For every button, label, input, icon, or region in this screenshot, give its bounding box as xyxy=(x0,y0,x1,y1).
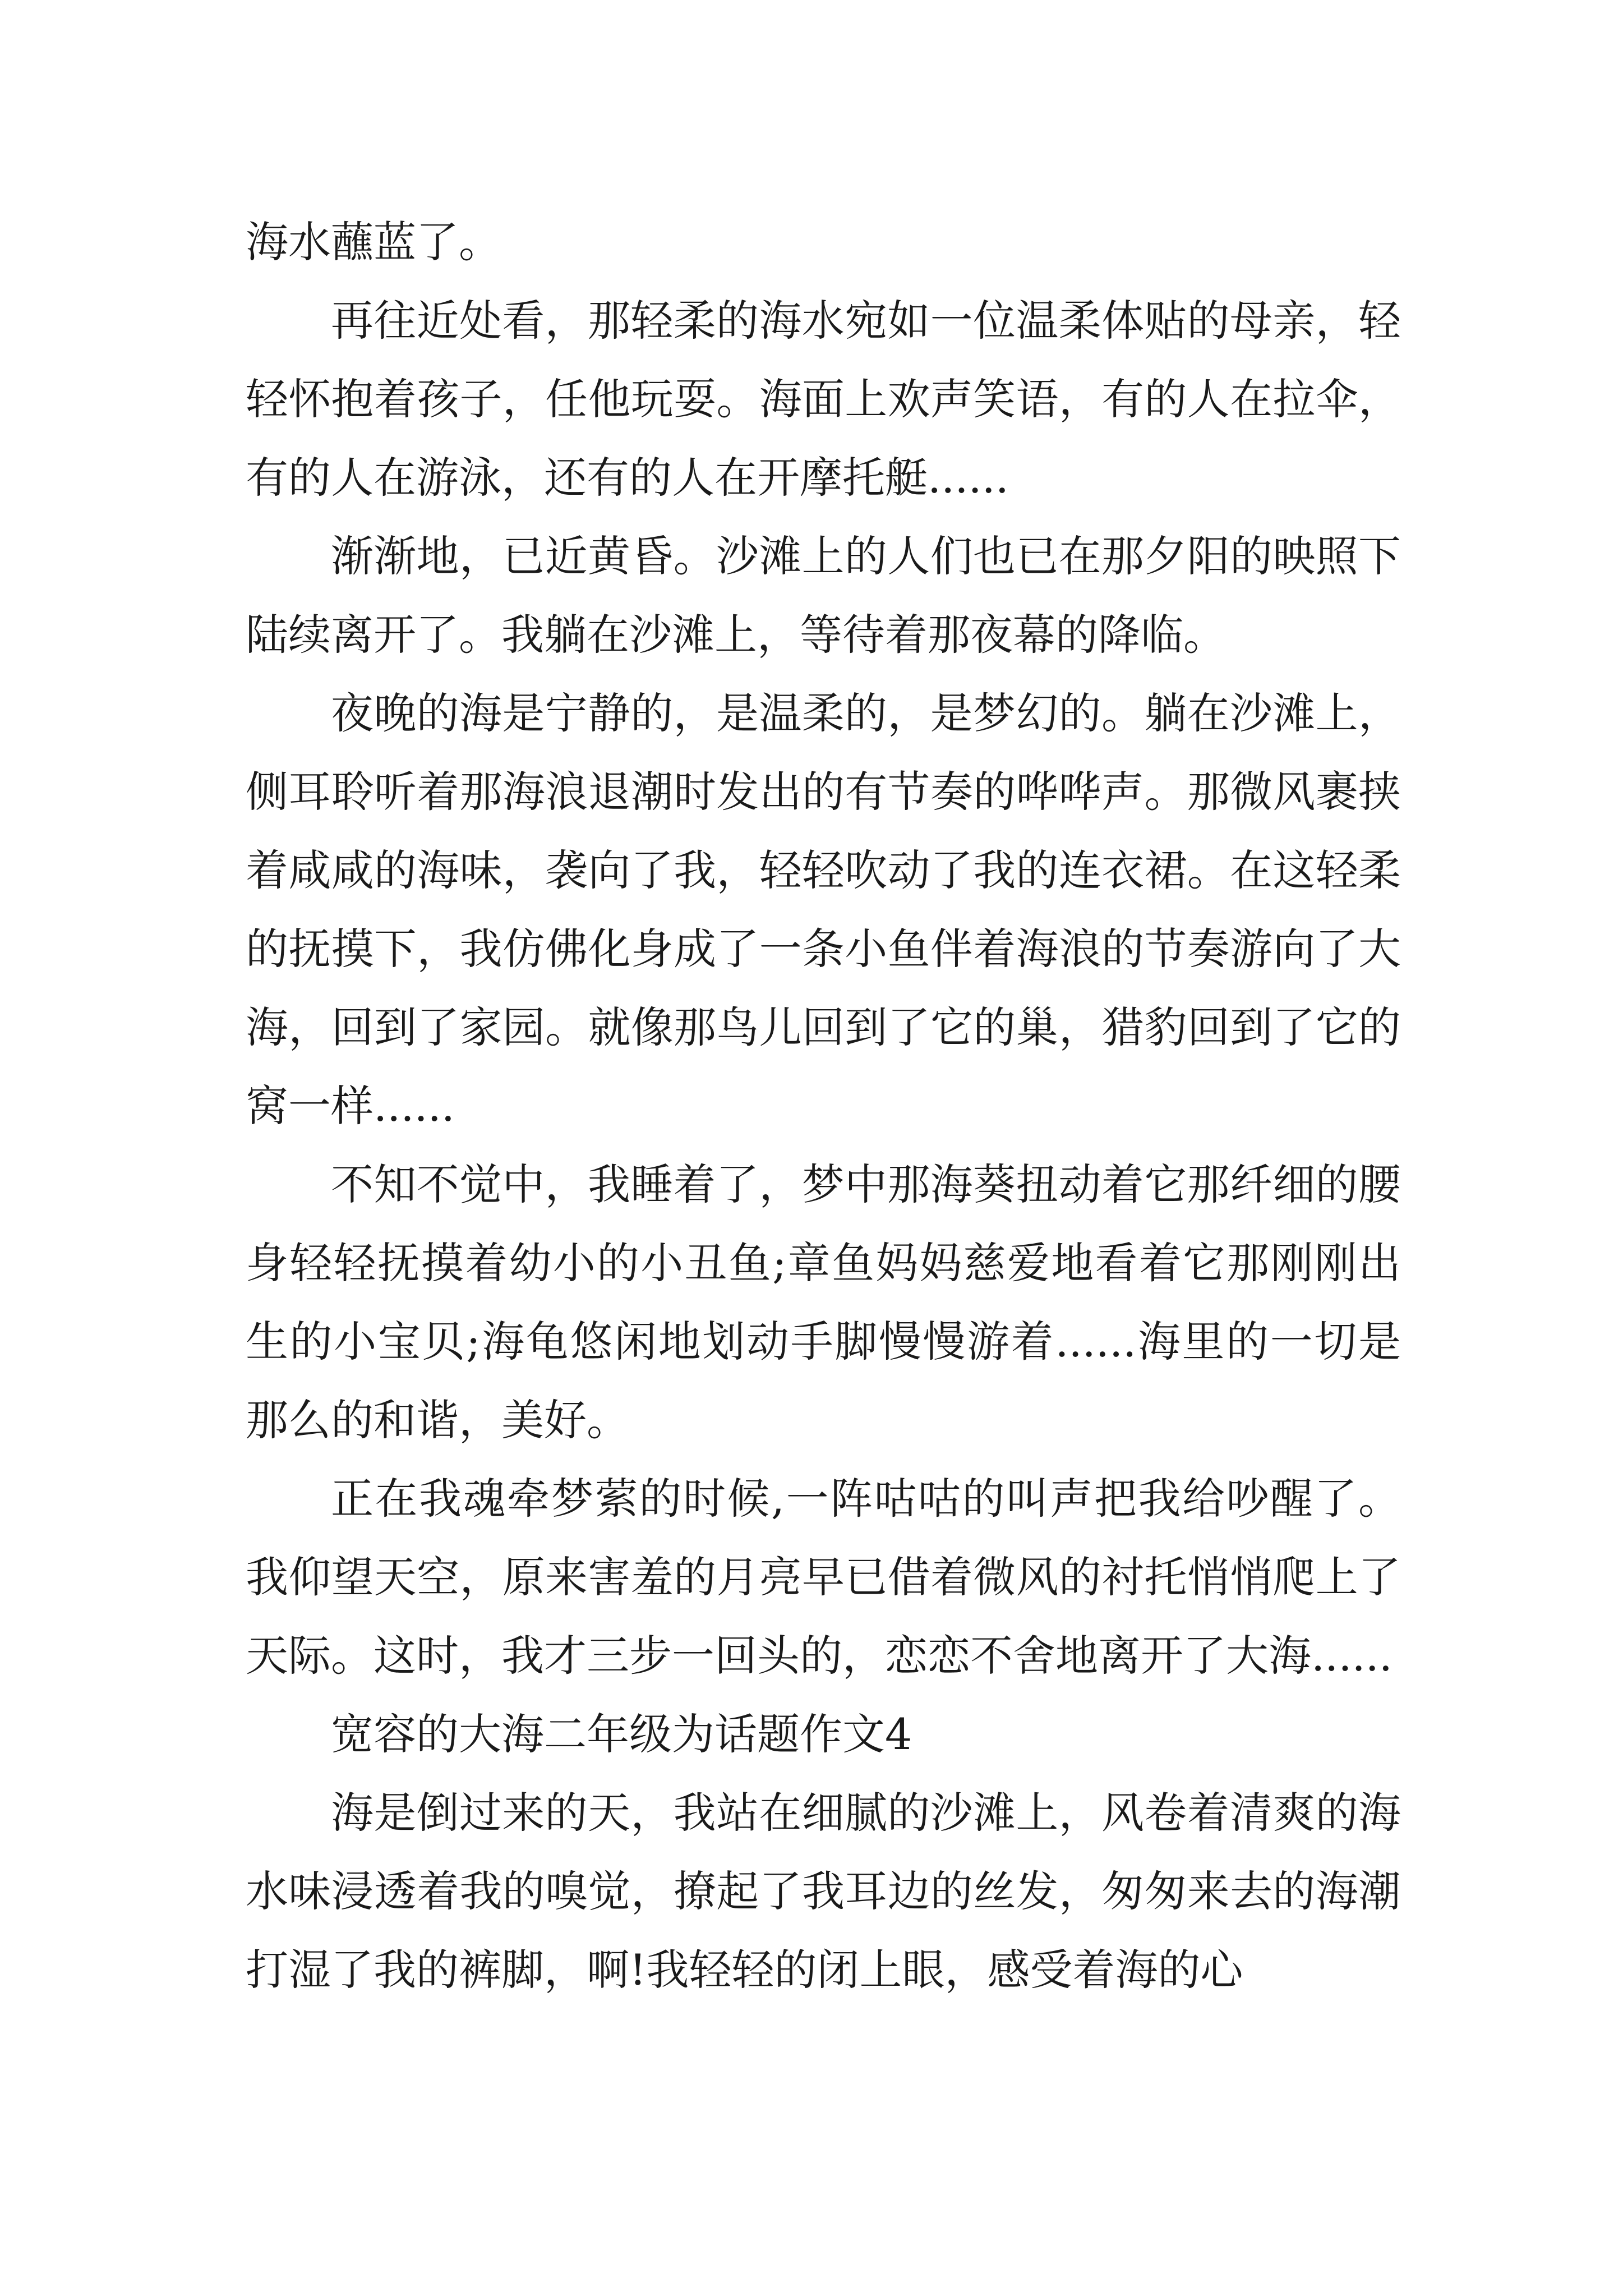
paragraph-3: 渐渐地，已近黄昏。沙滩上的人们也已在那夕阳的映照下陆续离开了。我躺在沙滩上，等待着那夜幕的降临。 xyxy=(246,531,1401,660)
paragraph-7: 海是倒过来的天，我站在细腻的沙滩上，风卷着清爽的海水味浸透着我的嗅觉，撩起了我耳边的丝发，匆匆来去的海潮打湿了我的裤脚，啊!我轻轻的闭上眼，感受着海的心 xyxy=(246,1788,1401,1995)
paragraph-6: 正在我魂牵梦萦的时候,一阵咕咕的叫声把我给吵醒了。我仰望天空，原来害羞的月亮早已借着微风的衬托悄悄爬上了天际。这时，我才三步一回头的，恋恋不舍地离开了大海...... xyxy=(246,1474,1401,1681)
document-body xyxy=(246,203,1401,2009)
paragraph-4: 夜晚的海是宁静的，是温柔的，是梦幻的。躺在沙滩上，侧耳聆听着那海浪退潮时发出的有节奏的哗哗声。那微风裹挟着咸咸的海味，袭向了我，轻轻吹动了我的连衣裙。在这轻柔的抚摸下，我仿佛化身成了一条小鱼伴着海浪的节奏游向了大海，回到了家园。就像那鸟儿回到了它的巢，猎豹回到了它的窝一样...... xyxy=(246,688,1401,1131)
paragraph-2: 再往近处看，那轻柔的海水宛如一位温柔体贴的母亲，轻轻怀抱着孩子，任他玩耍。海面上欢声笑语，有的人在拉伞，有的人在游泳，还有的人在开摩托艇...... xyxy=(246,296,1401,503)
paragraph-1: 海水蘸蓝了。 xyxy=(246,217,501,267)
section-heading: 宽容的大海二年级为话题作文4 xyxy=(331,1709,912,1759)
paragraph-5: 不知不觉中，我睡着了，梦中那海葵扭动着它那纤细的腰身轻轻抚摸着幼小的小丑鱼;章鱼妈妈慈爱地看着它那刚刚出生的小宝贝;海龟悠闲地划动手脚慢慢游着......海里的一切是那么的和谐，美好。 xyxy=(246,1159,1401,1445)
